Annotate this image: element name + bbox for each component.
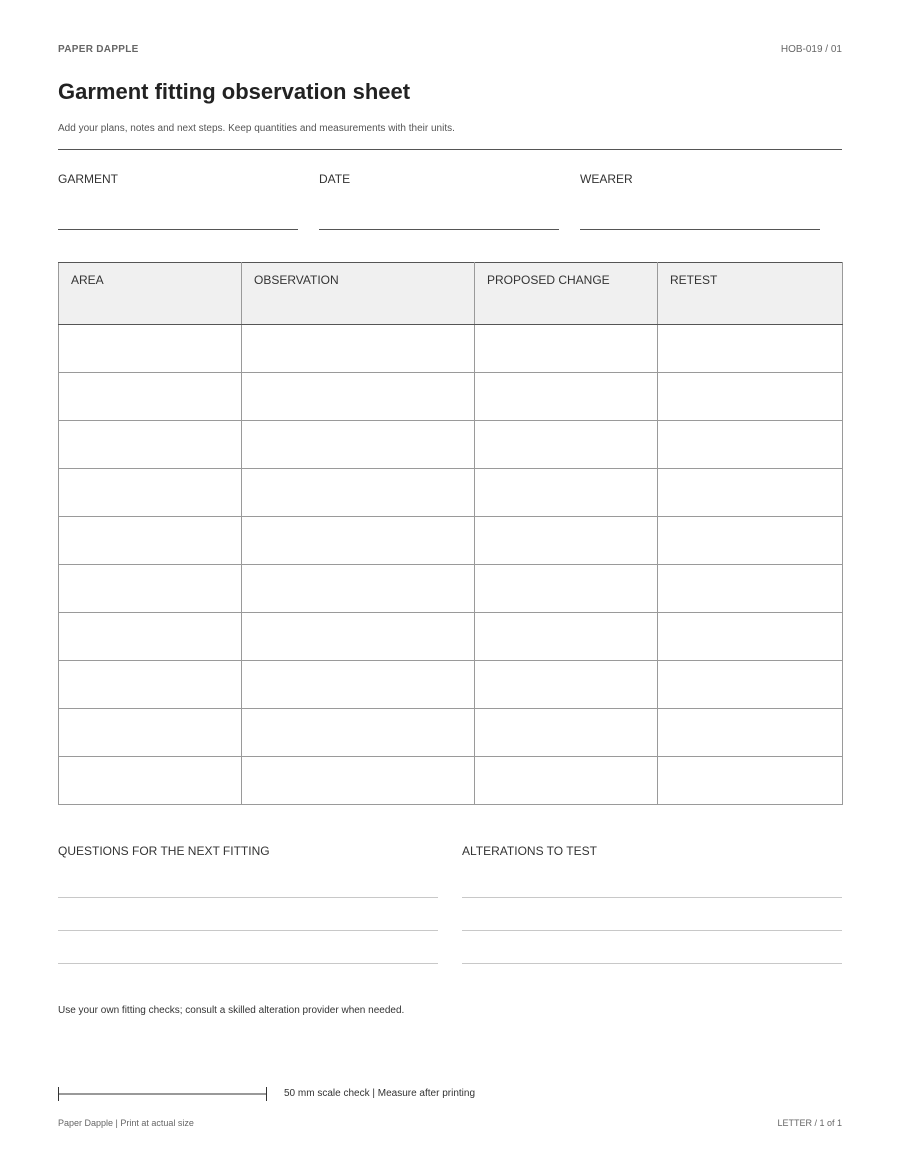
table-row xyxy=(59,565,843,613)
retest-cell[interactable] xyxy=(658,757,843,805)
observation-cell[interactable] xyxy=(242,709,475,757)
retest-cell[interactable] xyxy=(658,709,843,757)
brand-name: PAPER DAPPLE xyxy=(58,44,139,55)
column-header-proposed-change: PROPOSED CHANGE xyxy=(475,263,658,325)
proposed-change-cell[interactable] xyxy=(475,373,658,421)
retest-cell[interactable] xyxy=(658,661,843,709)
table-row xyxy=(59,469,843,517)
area-cell[interactable] xyxy=(59,613,242,661)
column-header-retest: RETEST xyxy=(658,263,843,325)
table-row xyxy=(59,421,843,469)
table-row xyxy=(59,517,843,565)
observation-cell[interactable] xyxy=(242,517,475,565)
area-cell[interactable] xyxy=(59,325,242,373)
observation-cell[interactable] xyxy=(242,469,475,517)
alterations-line[interactable] xyxy=(462,930,842,931)
questions-line[interactable] xyxy=(58,897,438,898)
area-cell[interactable] xyxy=(59,517,242,565)
questions-heading: QUESTIONS FOR THE NEXT FITTING xyxy=(58,844,270,858)
table-row xyxy=(59,373,843,421)
garment-label: GARMENT xyxy=(58,172,118,186)
area-cell[interactable] xyxy=(59,661,242,709)
questions-line[interactable] xyxy=(58,963,438,964)
area-cell[interactable] xyxy=(59,757,242,805)
proposed-change-cell[interactable] xyxy=(475,757,658,805)
footer-left: Paper Dapple | Print at actual size xyxy=(58,1118,194,1128)
proposed-change-cell[interactable] xyxy=(475,517,658,565)
area-cell[interactable] xyxy=(59,373,242,421)
observation-cell[interactable] xyxy=(242,661,475,709)
date-field[interactable] xyxy=(319,229,559,230)
retest-cell[interactable] xyxy=(658,373,843,421)
observation-cell[interactable] xyxy=(242,421,475,469)
footer-right: LETTER / 1 of 1 xyxy=(777,1118,842,1128)
date-label: DATE xyxy=(319,172,351,186)
observation-cell[interactable] xyxy=(242,565,475,613)
retest-cell[interactable] xyxy=(658,517,843,565)
observation-cell[interactable] xyxy=(242,757,475,805)
observation-cell[interactable] xyxy=(242,613,475,661)
page-subtitle: Add your plans, notes and next steps. Keep quantities and measurements with their units. xyxy=(58,123,455,134)
alterations-line[interactable] xyxy=(462,963,842,964)
proposed-change-cell[interactable] xyxy=(475,565,658,613)
retest-cell[interactable] xyxy=(658,469,843,517)
observation-cell[interactable] xyxy=(242,325,475,373)
proposed-change-cell[interactable] xyxy=(475,613,658,661)
alterations-line[interactable] xyxy=(462,897,842,898)
table-row xyxy=(59,709,843,757)
header-divider xyxy=(58,149,842,150)
disclaimer-note: Use your own fitting checks; consult a skilled alteration provider when needed. xyxy=(58,1005,405,1016)
retest-cell[interactable] xyxy=(658,325,843,373)
area-cell[interactable] xyxy=(59,421,242,469)
table-header-row xyxy=(59,263,843,325)
observation-table xyxy=(58,262,843,805)
wearer-label: WEARER xyxy=(580,172,633,186)
questions-line[interactable] xyxy=(58,930,438,931)
proposed-change-cell[interactable] xyxy=(475,325,658,373)
proposed-change-cell[interactable] xyxy=(475,421,658,469)
scale-bar xyxy=(58,1087,267,1101)
alterations-heading: ALTERATIONS TO TEST xyxy=(462,844,597,858)
garment-field[interactable] xyxy=(58,229,298,230)
retest-cell[interactable] xyxy=(658,613,843,661)
table-row xyxy=(59,757,843,805)
retest-cell[interactable] xyxy=(658,421,843,469)
wearer-field[interactable] xyxy=(580,229,820,230)
proposed-change-cell[interactable] xyxy=(475,469,658,517)
page-title: Garment fitting observation sheet xyxy=(58,79,411,104)
proposed-change-cell[interactable] xyxy=(475,709,658,757)
table-row xyxy=(59,613,843,661)
area-cell[interactable] xyxy=(59,709,242,757)
area-cell[interactable] xyxy=(59,469,242,517)
observation-cell[interactable] xyxy=(242,373,475,421)
proposed-change-cell[interactable] xyxy=(475,661,658,709)
scale-check-text: 50 mm scale check | Measure after printing xyxy=(284,1088,476,1099)
area-cell[interactable] xyxy=(59,565,242,613)
document-id: HOB-019 / 01 xyxy=(780,44,842,55)
retest-cell[interactable] xyxy=(658,565,843,613)
column-header-observation: OBSERVATION xyxy=(242,263,475,325)
table-row xyxy=(59,325,843,373)
table-row xyxy=(59,661,843,709)
column-header-area: AREA xyxy=(59,263,242,325)
